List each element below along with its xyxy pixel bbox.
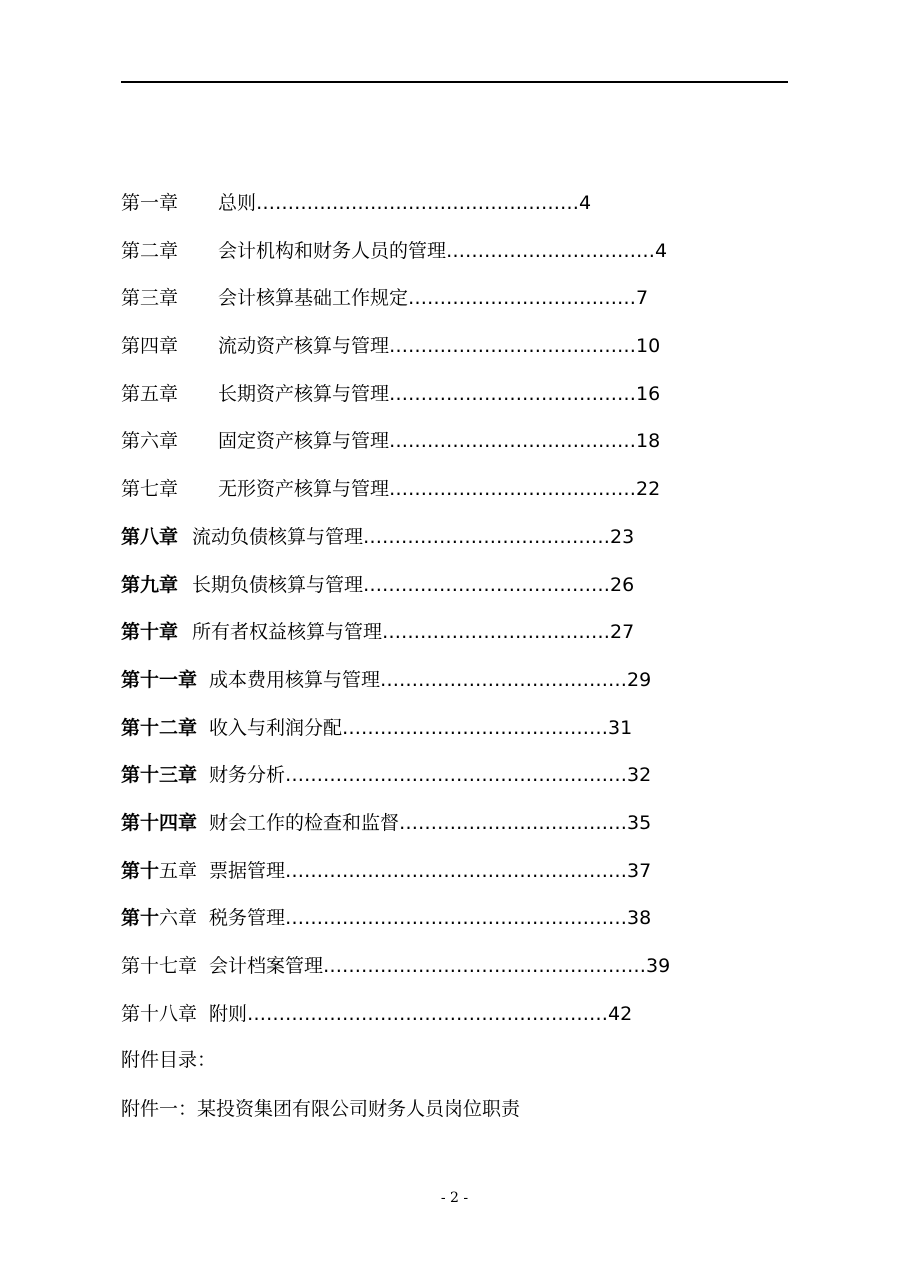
toc-page-number: 42 <box>608 1002 633 1025</box>
toc-chapter-number: 第五章 <box>121 382 179 405</box>
toc-entry[interactable] <box>121 275 721 323</box>
toc-title: 财务分析 <box>209 764 286 787</box>
toc-title: 收入与利润分配 <box>209 716 343 739</box>
toc-chapter-number: 第八章 <box>121 525 179 548</box>
toc-leader: ……………………………………………… <box>285 859 628 882</box>
toc-leader: ………………………………… <box>389 382 637 405</box>
toc-leader: ………………………………… <box>389 478 637 501</box>
toc-entry[interactable] <box>121 418 721 466</box>
toc-chapter-number: 第九章 <box>121 573 179 596</box>
toc-leader: …………………………………………… <box>323 955 647 977</box>
toc-page-number: 26 <box>610 573 635 596</box>
toc-title: 固定资产核算与管理 <box>218 430 390 453</box>
toc-leader: ……………………………… <box>399 811 628 834</box>
toc-page-number: 29 <box>627 668 652 691</box>
toc-page-number: 38 <box>627 907 652 930</box>
toc-chapter-regular-part: 六章 <box>159 907 198 930</box>
toc-entry[interactable] <box>121 895 721 943</box>
toc-title: 税务管理 <box>209 907 286 930</box>
table-of-contents <box>121 180 721 1038</box>
toc-page-number: 37 <box>627 859 652 882</box>
toc-title: 财会工作的检查和监督 <box>209 811 400 834</box>
toc-chapter-number: 第十八章 <box>121 1002 198 1025</box>
toc-chapter-number <box>121 895 197 943</box>
toc-page-number: 7 <box>636 287 649 310</box>
toc-entry[interactable] <box>121 514 721 562</box>
toc-entry[interactable] <box>121 609 721 657</box>
page-number-footer: - 2 - <box>440 1190 469 1206</box>
toc-chapter-number: 第一章 <box>121 192 179 214</box>
toc-entry[interactable] <box>121 466 721 514</box>
toc-page-number: 16 <box>636 382 661 405</box>
toc-title: 会计档案管理 <box>209 955 324 977</box>
toc-leader: …………………………………… <box>342 716 609 739</box>
annex-heading: 附件目录： <box>121 1049 217 1071</box>
toc-chapter-number: 第十四章 <box>121 811 198 834</box>
toc-title: 附则 <box>209 1002 248 1025</box>
toc-page-number: 35 <box>627 811 652 834</box>
toc-title: 票据管理 <box>209 859 286 882</box>
toc-page-number: 18 <box>636 430 661 453</box>
toc-entry[interactable] <box>121 180 721 228</box>
toc-entry[interactable] <box>121 991 721 1039</box>
toc-title: 无形资产核算与管理 <box>218 478 390 501</box>
header-rule <box>121 81 788 83</box>
toc-chapter-number: 第二章 <box>121 239 179 262</box>
toc-leader: …………………………………………… <box>256 192 580 214</box>
toc-entry[interactable] <box>121 228 721 276</box>
toc-entry[interactable] <box>121 371 721 419</box>
toc-leader: ………………………………… <box>363 573 611 596</box>
toc-chapter-number: 第十二章 <box>121 716 198 739</box>
toc-chapter-number: 第四章 <box>121 335 179 358</box>
toc-title: 成本费用核算与管理 <box>209 668 381 691</box>
toc-chapter-number: 第十章 <box>121 621 179 644</box>
toc-title: 流动负债核算与管理 <box>192 525 364 548</box>
toc-chapter-number: 第七章 <box>121 478 179 501</box>
toc-chapter-number: 第十三章 <box>121 764 198 787</box>
toc-page-number: 27 <box>610 621 635 644</box>
toc-leader: ……………………………………………… <box>285 907 628 930</box>
toc-entry[interactable] <box>121 800 721 848</box>
toc-page-number: 39 <box>646 955 671 977</box>
toc-page-number: 4 <box>655 239 668 262</box>
toc-title: 会计核算基础工作规定 <box>218 287 409 310</box>
toc-entry[interactable] <box>121 323 721 371</box>
toc-entry[interactable] <box>121 848 721 896</box>
toc-chapter-number: 第十七章 <box>121 955 198 977</box>
toc-leader: …………………………… <box>446 239 656 262</box>
toc-entry[interactable] <box>121 752 721 800</box>
toc-chapter-number: 第六章 <box>121 430 179 453</box>
toc-title: 长期负债核算与管理 <box>192 573 364 596</box>
annex-item[interactable]: 附件一：某投资集团有限公司财务人员岗位职责 <box>121 1098 521 1120</box>
toc-leader: ………………………………… <box>363 525 611 548</box>
toc-title: 流动资产核算与管理 <box>218 335 390 358</box>
toc-chapter-number <box>121 848 197 896</box>
toc-page-number: 10 <box>636 335 661 358</box>
toc-title: 总则 <box>218 192 257 214</box>
toc-title: 会计机构和财务人员的管理 <box>218 239 447 262</box>
toc-title: 所有者权益核算与管理 <box>192 621 383 644</box>
toc-entry[interactable] <box>121 705 721 753</box>
toc-page-number: 4 <box>579 192 592 214</box>
toc-leader: ………………………………… <box>389 430 637 453</box>
toc-entry[interactable] <box>121 943 721 991</box>
toc-entry[interactable] <box>121 657 721 705</box>
toc-leader: ………………………………………………… <box>247 1002 609 1025</box>
toc-chapter-bold-part: 第十 <box>121 907 160 930</box>
toc-leader: ……………………………… <box>382 621 611 644</box>
toc-title: 长期资产核算与管理 <box>218 382 390 405</box>
toc-chapter-number: 第三章 <box>121 287 179 310</box>
toc-leader: ………………………………… <box>380 668 628 691</box>
toc-leader: ……………………………………………… <box>285 764 628 787</box>
toc-chapter-regular-part: 五章 <box>159 859 198 882</box>
toc-chapter-bold-part: 第十 <box>121 859 160 882</box>
toc-page-number: 31 <box>608 716 633 739</box>
toc-page-number: 22 <box>636 478 661 501</box>
toc-leader: ………………………………… <box>389 335 637 358</box>
toc-page-number: 23 <box>610 525 635 548</box>
toc-entry[interactable] <box>121 562 721 610</box>
toc-page-number: 32 <box>627 764 652 787</box>
toc-chapter-number: 第十一章 <box>121 668 198 691</box>
toc-leader: ……………………………… <box>408 287 637 310</box>
